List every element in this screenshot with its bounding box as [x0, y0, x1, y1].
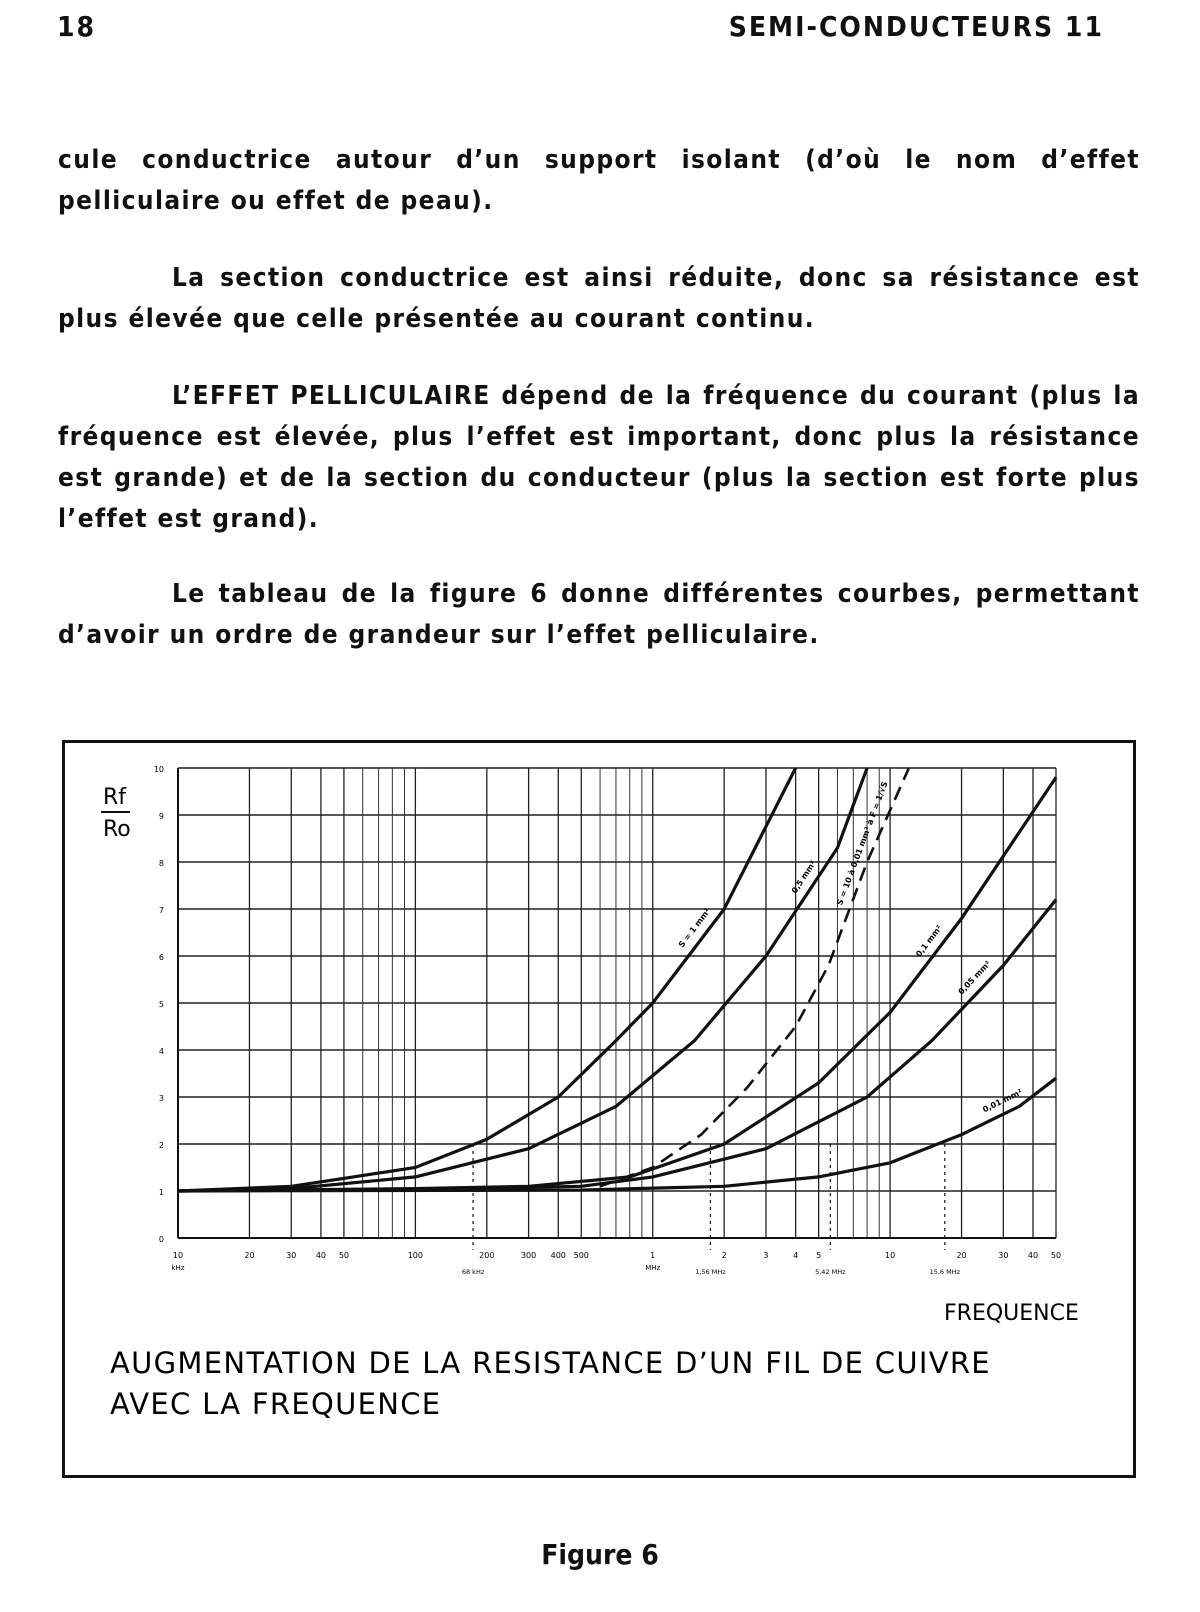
- x-tick-label: 10: [172, 1251, 184, 1260]
- x-tick-label: 300: [520, 1251, 537, 1260]
- x-tick-label: 20: [956, 1251, 967, 1260]
- y-axis-label-bottom: Ro: [103, 817, 131, 842]
- y-tick-label: 3: [158, 1094, 164, 1103]
- x-tick-label: 30: [286, 1251, 297, 1260]
- series-label: 0,1 mm²: [914, 923, 944, 959]
- frequency-marker-label: 68 kHz: [461, 1268, 485, 1276]
- x-tick-label: 3: [763, 1251, 769, 1260]
- paragraph-2-text: La section conductrice est ainsi réduite, donc sa résistance est plus élevée que celle présentée au courant continu.: [58, 263, 1140, 334]
- x-tick-label: 50: [338, 1251, 350, 1260]
- x-tick-label: 500: [573, 1251, 589, 1260]
- x-tick-label: 4: [793, 1251, 799, 1260]
- series-label: 0,01 mm²: [981, 1087, 1024, 1115]
- y-tick-label: 6: [158, 953, 164, 962]
- y-axis-label-top: Rf: [103, 785, 127, 810]
- series-line: [178, 1078, 1056, 1191]
- x-tick-label: 1: [650, 1251, 656, 1260]
- y-tick-label: 1: [158, 1188, 164, 1197]
- x-unit-label: kHz: [171, 1264, 185, 1272]
- figure-title-line-1: AUGMENTATION DE LA RESISTANCE D’UN FIL DE CUIVRE: [110, 1346, 991, 1380]
- frequency-marker-label: 1,56 MHz: [695, 1268, 726, 1276]
- figure-caption: Figure 6: [541, 1538, 659, 1571]
- paragraph-3-text: L’EFFET PELLICULAIRE dépend de la fréquence du courant (plus la fréquence est élevée, plus l’effet est important, donc plus la résistance est grande) et de la section du conducteur (plus la section est forte plus l’effet est grand).: [58, 381, 1140, 534]
- x-tick-label: 20: [244, 1251, 255, 1260]
- x-tick-label: 40: [1027, 1251, 1039, 1260]
- paragraph-4-text: Le tableau de la figure 6 donne différentes courbes, permettant d’avoir un ordre de grandeur sur l’effet pelliculaire.: [58, 579, 1140, 650]
- chart-grid: [178, 768, 1056, 1238]
- x-tick-label: 30: [998, 1251, 1009, 1260]
- frequency-marker-label: 15,6 MHz: [929, 1268, 961, 1276]
- y-tick-label: 10: [153, 765, 164, 774]
- y-tick-label: 7: [158, 906, 164, 915]
- x-tick-label: 2: [721, 1251, 727, 1260]
- x-tick-label: 40: [315, 1251, 327, 1260]
- y-tick-label: 9: [158, 812, 164, 821]
- figure-title-line-2: AVEC LA FREQUENCE: [110, 1387, 442, 1421]
- y-tick-label: 8: [158, 859, 164, 868]
- series-label: 0,05 mm²: [956, 959, 993, 997]
- series-label: S = 10 à 0,01 mm² à F = 1/√S: [835, 780, 890, 907]
- running-title: SEMI-CONDUCTEURS 11: [728, 10, 1104, 43]
- x-tick-label: 400: [550, 1251, 566, 1260]
- y-tick-label: 2: [158, 1141, 164, 1150]
- y-tick-label: 0: [158, 1235, 164, 1244]
- y-tick-label: 5: [158, 1000, 164, 1009]
- series-line: [178, 777, 1056, 1191]
- x-tick-label: 10: [884, 1251, 896, 1260]
- frequency-marker-label: 5,42 MHz: [815, 1268, 846, 1276]
- y-tick-label: 4: [158, 1047, 164, 1056]
- x-tick-label: 200: [479, 1251, 495, 1260]
- page-number: 18: [57, 10, 97, 43]
- paragraph-1-text: cule conductrice autour d’un support isolant (d’où le nom d’effet pelliculaire ou effet de peau).: [58, 145, 1140, 216]
- x-unit-label: MHz: [645, 1264, 661, 1272]
- x-tick-label: 50: [1050, 1251, 1062, 1260]
- series-label: 0,5 mm²: [789, 859, 818, 896]
- chart-labels: [154, 765, 1061, 1276]
- x-tick-label: 100: [407, 1251, 424, 1260]
- x-tick-label: 5: [816, 1251, 822, 1260]
- series-label: S = 1 mm²: [676, 906, 713, 950]
- chart-curves: [178, 768, 1056, 1191]
- x-axis-label: FREQUENCE: [944, 1301, 1079, 1326]
